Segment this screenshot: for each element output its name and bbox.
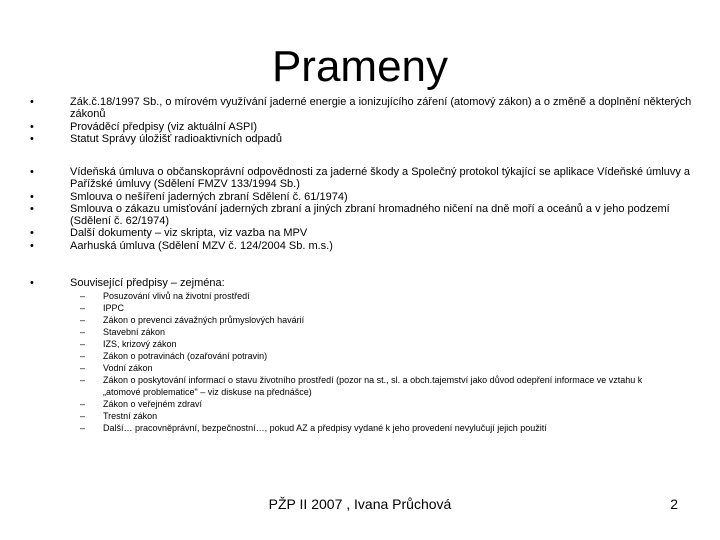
bullet-icon: • bbox=[30, 166, 34, 178]
list-item bbox=[30, 166, 700, 191]
list-item-text: Aarhuská úmluva (Sdělení MZV č. 124/2004 Sb. m.s.) bbox=[70, 239, 333, 252]
dash-icon: – bbox=[80, 363, 86, 373]
list-item-text: Zák.č.18/1997 Sb., o mírovém využívání jaderné energie a ionizujícího záření (atomový zákon) a o změně a doplnění některých zákonů bbox=[70, 96, 692, 121]
bullet-icon: • bbox=[30, 227, 34, 240]
sub-list-item-text: Stavební zákon bbox=[103, 327, 166, 337]
list-item bbox=[30, 277, 700, 289]
sub-list-item-text: Zákon o veřejném zdraví bbox=[103, 399, 203, 409]
sub-list-item bbox=[80, 422, 680, 434]
sub-list-item-text: IPPC bbox=[103, 303, 125, 313]
sub-list-item bbox=[80, 374, 680, 398]
list-item-text: Smlouva o nešíření jaderných zbraní Sdělení č. 61/1974) bbox=[70, 190, 348, 203]
list-item-text: Související předpisy – zejména: bbox=[70, 277, 225, 289]
sub-list-item-text: Zákon o prevenci závažných průmyslových havárií bbox=[103, 315, 305, 325]
bullet-icon: • bbox=[30, 277, 34, 289]
sub-list-item-text: IZS, krizový zákon bbox=[103, 339, 177, 349]
sub-list-item bbox=[80, 314, 680, 326]
list-item bbox=[30, 133, 700, 145]
bullet-icon: • bbox=[30, 120, 34, 133]
list-item-text: Smlouva o zákazu umisťování jaderných zbraní a jiných zbraní hromadného ničení na dně moří a oceánů a v jeho podzemí (Sdělení č. 62/1974) bbox=[70, 202, 670, 228]
list-item-text: Vídeňská úmluva o občanskoprávní odpovědnosti za jaderné škody a Společný protokol týkající se aplikace Vídeňské úmluvy a Pařížské úmluvy (Sdělení FMZV 133/1994 Sb.) bbox=[70, 166, 691, 191]
sub-list-item bbox=[80, 398, 680, 410]
bullet-icon: • bbox=[30, 132, 34, 145]
sub-list-item-text: Zákon o potravinách (ozařování potravin) bbox=[103, 351, 268, 361]
sub-list-item-text: Vodní zákon bbox=[103, 363, 153, 373]
bullet-list-related bbox=[30, 277, 700, 289]
footer-text: PŽP II 2007 , Ivana Průchová bbox=[268, 496, 452, 512]
bullet-list-treaties bbox=[30, 166, 700, 252]
dash-icon: – bbox=[80, 399, 86, 409]
sub-list-item-text: Další… pracovněprávní, bezpečnostní…, pokud AZ a předpisy vydané k jeho provedení nevylučují jejich použití bbox=[103, 423, 547, 433]
bullet-list-legislation bbox=[30, 96, 700, 145]
slide-title: Prameny bbox=[271, 42, 449, 91]
dash-icon: – bbox=[80, 375, 86, 385]
sub-list-item bbox=[80, 362, 680, 374]
dash-icon: – bbox=[80, 303, 86, 313]
list-item bbox=[30, 203, 700, 228]
sub-list-item bbox=[80, 302, 680, 314]
bullet-icon: • bbox=[30, 239, 34, 252]
sub-list-item bbox=[80, 410, 680, 422]
dash-icon: – bbox=[80, 351, 86, 361]
sub-list-item-text: Zákon o poskytování informací o stavu životního prostředí (pozor na st., sl. a obch.tajemství jako důvod odepření informace ve vztahu k „atomové problematice" – viz diskuse na přednášce) bbox=[103, 375, 643, 397]
dash-icon: – bbox=[80, 423, 86, 433]
sub-list-item bbox=[80, 350, 680, 362]
sub-list-item bbox=[80, 338, 680, 350]
list-item bbox=[30, 240, 700, 252]
list-item-text: Prováděcí předpisy (viz aktuální ASPI) bbox=[70, 120, 258, 133]
sub-list-item bbox=[80, 290, 680, 302]
list-item bbox=[30, 191, 700, 203]
sub-list-item bbox=[80, 326, 680, 338]
list-item bbox=[30, 227, 700, 239]
list-item bbox=[30, 96, 700, 121]
sub-list-item-text: Trestní zákon bbox=[103, 411, 158, 421]
sub-list-item-text: Posuzování vlivů na životní prostředí bbox=[103, 291, 250, 301]
dash-icon: – bbox=[80, 327, 86, 337]
list-item bbox=[30, 121, 700, 133]
page-number: 2 bbox=[670, 496, 678, 512]
bullet-icon: • bbox=[30, 202, 34, 215]
sub-list-related-regulations bbox=[80, 290, 680, 434]
bullet-icon: • bbox=[30, 190, 34, 203]
bullet-icon: • bbox=[30, 96, 34, 108]
dash-icon: – bbox=[80, 339, 86, 349]
dash-icon: – bbox=[80, 291, 86, 301]
list-item-text: Statut Správy úložišť radioaktivních odpadů bbox=[70, 132, 283, 145]
list-item-text: Další dokumenty – viz skripta, viz vazba na MPV bbox=[70, 227, 308, 240]
dash-icon: – bbox=[80, 411, 86, 421]
dash-icon: – bbox=[80, 315, 86, 325]
